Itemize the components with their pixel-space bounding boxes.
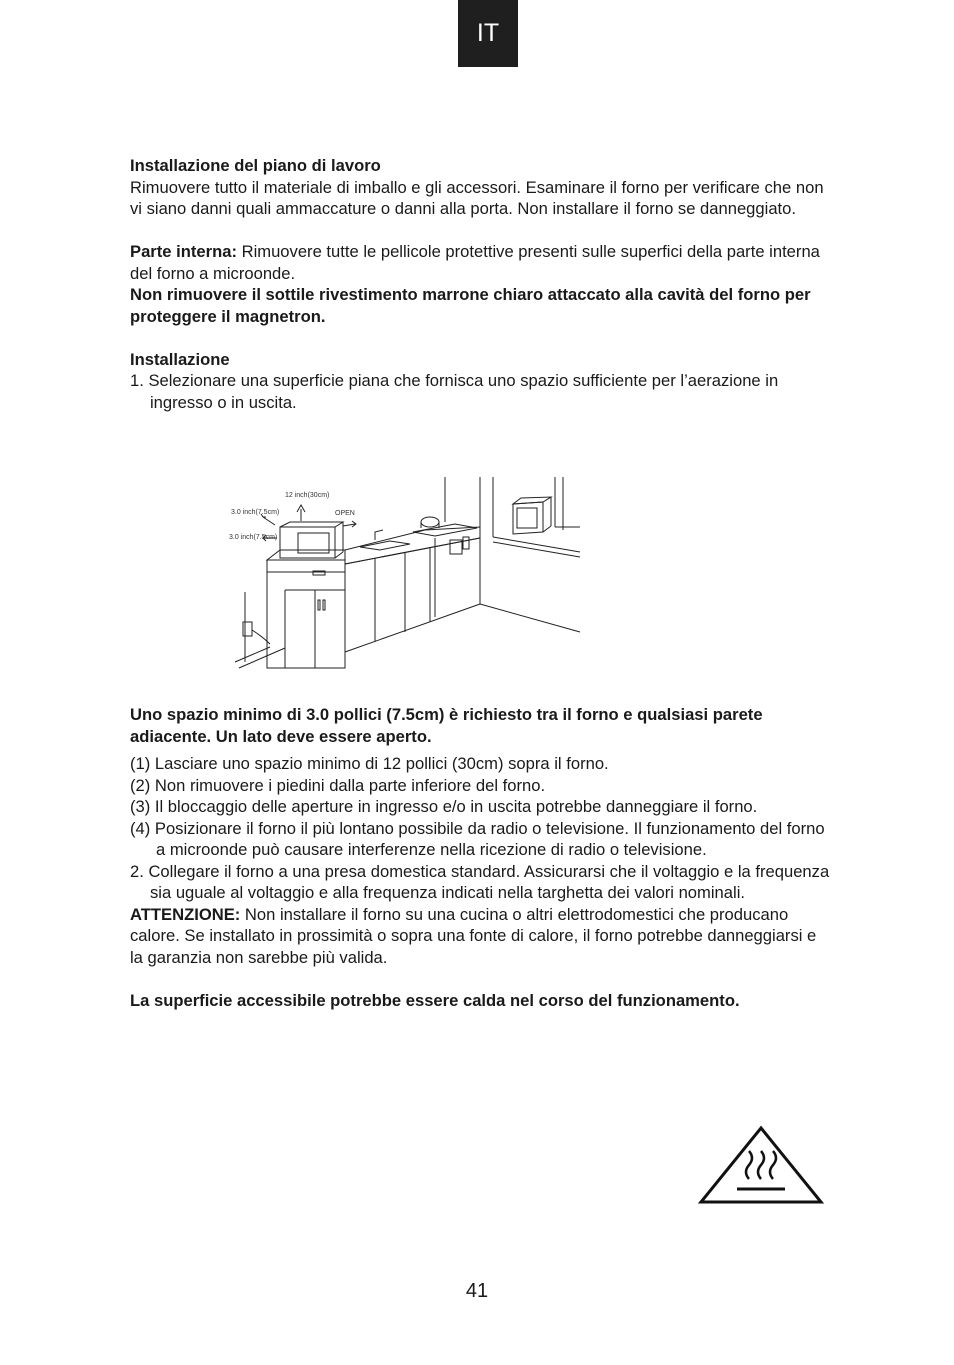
hot-surface-warning: La superficie accessibile potrebbe essere calda nel corso del funzionamento. [130, 990, 740, 1010]
installation-heading: Installazione [130, 349, 230, 369]
clearance-item-2: (2) Non rimuovere i piedini dalla parte inferiore del forno. [130, 775, 546, 795]
hot-surface-warning-icon [697, 1125, 825, 1205]
interior-label: Parte interna: [130, 242, 237, 261]
language-code: IT [476, 19, 500, 47]
caution-paragraph [130, 904, 830, 969]
installation-step-2: 2. Collegare il forno a una presa domestica standard. Assicurarsi che il voltaggio e la frequenza sia uguale al voltaggio e alla frequenza indicati nella targhetta dei valori nominali. [130, 861, 830, 902]
installation-step-1: 1. Selezionare una superficie piana che fornisca uno spazio sufficiente per l’aerazione in ingresso o in uscita. [130, 371, 779, 412]
page-number: 41 [465, 1280, 489, 1302]
caution-text: Non installare il forno su una cucina o altri elettrodomestici che producano calore. Se installato in prossimità o sopra una fonte di calore, il forno potrebbe danneggiarsi e la garanzia non sarebbe più valida. [130, 904, 817, 967]
kitchen-installation-illustration [225, 472, 595, 672]
interior-paragraph [130, 241, 830, 284]
countertop-heading: Installazione del piano di lavoro [130, 156, 381, 175]
interior-text: Rimuovere tutte le pellicole protettive presenti sulle superfici della parte interna del forno a microonde. [130, 242, 820, 283]
caution-label: ATTENZIONE: [130, 904, 241, 924]
interior-warning: Non rimuovere il sottile rivestimento marrone chiaro attaccato alla cavità del forno per proteggere il magnetron. [130, 285, 811, 326]
label-3-inch-back: 3.0 inch(7.5cm) [229, 534, 278, 541]
clearance-section [130, 704, 830, 1011]
clearance-item-4: (4) Posizionare il forno il più lontano possibile da radio o televisione. Il funzionamento del forno a microonde può causare interferenze nella ricezione di radio o televisione. [130, 818, 825, 859]
clearance-item-3: (3) Il bloccaggio delle aperture in ingresso e/o in uscita potrebbe danneggiare il forno. [130, 797, 758, 816]
label-open: OPEN [335, 510, 355, 517]
label-12-inch: 12 inch(30cm) [285, 492, 330, 499]
language-tab [458, 0, 518, 67]
clearance-item-1: (1) Lasciare uno spazio minimo di 12 pollici (30cm) sopra il forno. [130, 754, 609, 773]
countertop-body: Rimuovere tutto il materiale di imballo e gli accessori. Esaminare il forno per verificare che non vi siano danni quali ammaccature o danni alla porta. Non installare il forno se danneggiato. [130, 177, 824, 218]
label-3-inch-side: 3.0 inch(7.5cm) [231, 509, 280, 516]
main-text [130, 155, 830, 413]
clearance-requirement: Uno spazio minimo di 3.0 pollici (7.5cm) è richiesto tra il forno e qualsiasi parete adiacente. Un lato deve essere aperto. [130, 705, 763, 746]
